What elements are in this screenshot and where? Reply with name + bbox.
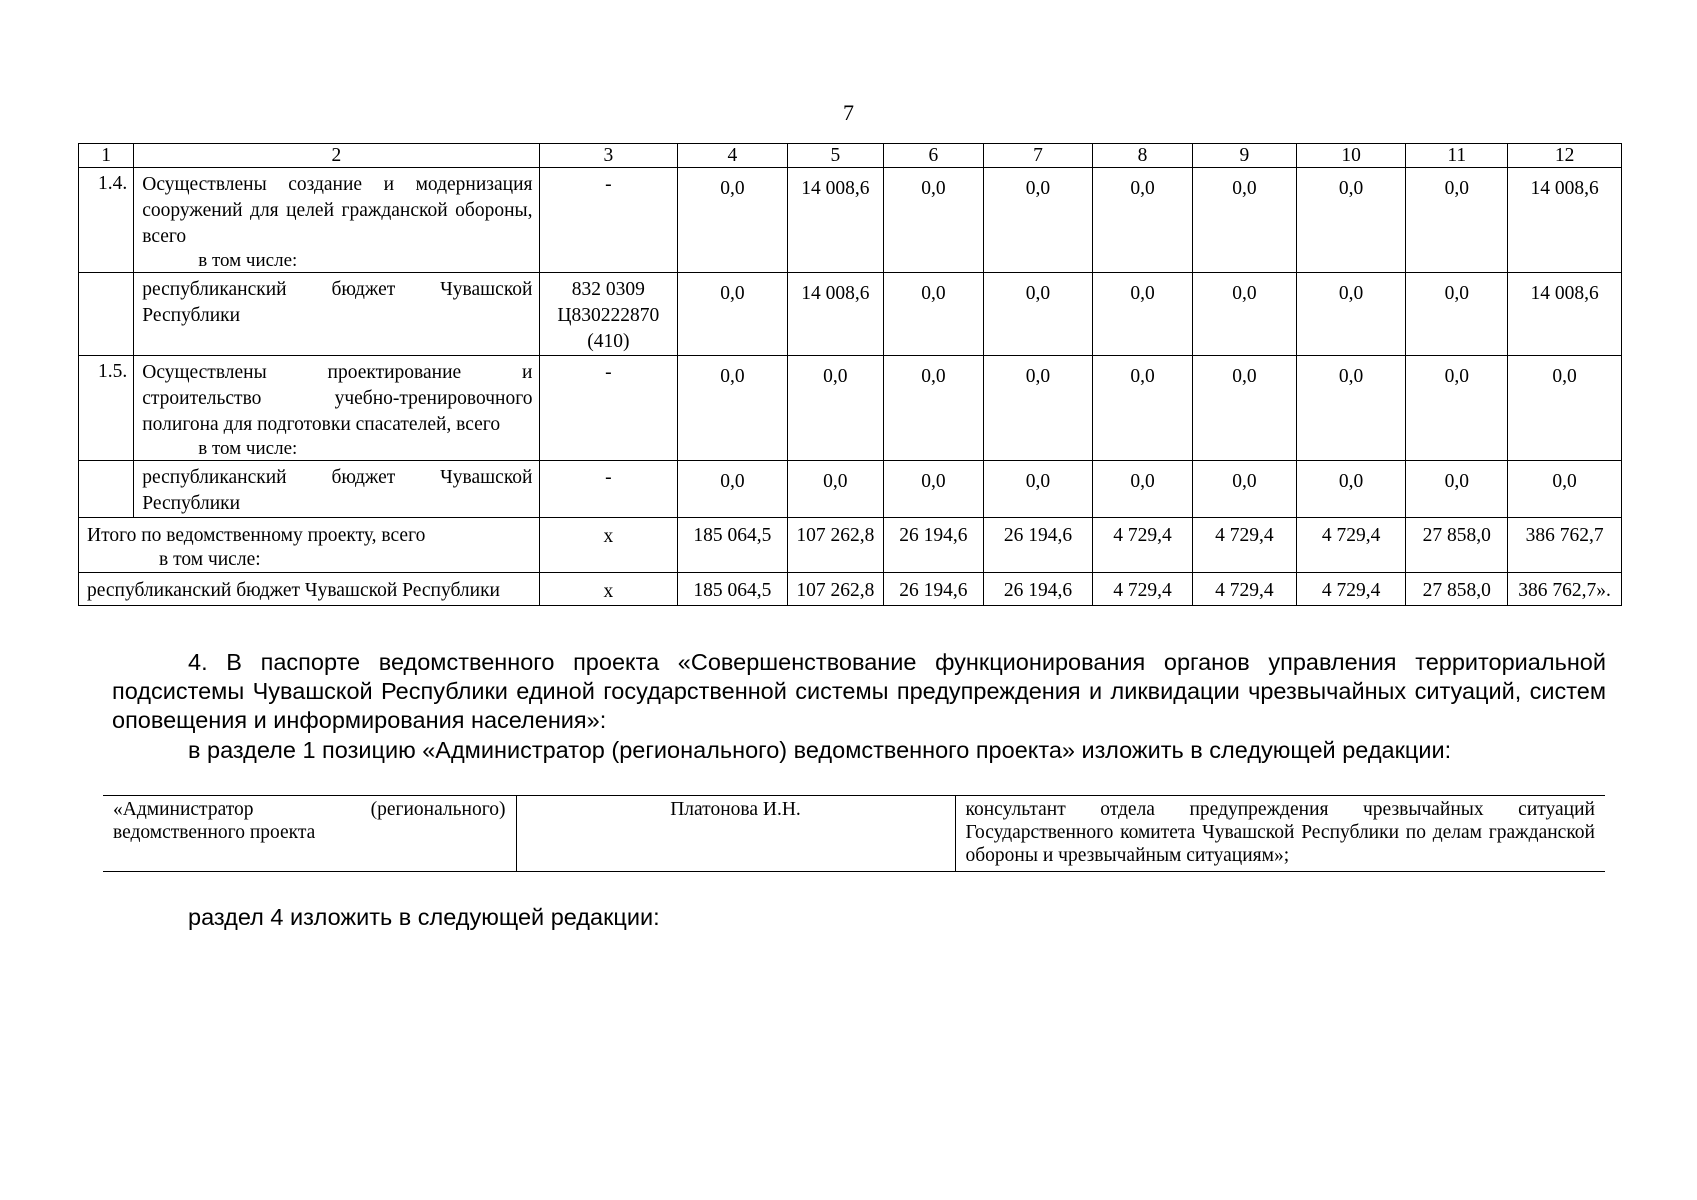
total-name-text: республиканский бюджет Чувашской Республики	[87, 580, 500, 601]
row-value-cell: 0,0	[1406, 356, 1508, 461]
row-number-cell: 1.4.	[79, 168, 134, 273]
header-cell: 7	[983, 144, 1092, 168]
paragraph-section-1-instruction: в разделе 1 позицию «Администратор (регионального) ведомственного проекта» изложить в следующей редакции:	[188, 737, 1452, 763]
row-name-cell	[134, 356, 539, 461]
total-row	[79, 518, 1622, 573]
row-name-cell	[134, 168, 539, 273]
row-value-cell: 0,0	[1406, 461, 1508, 518]
row-code-cell: -	[539, 356, 678, 461]
row-name-cell	[134, 461, 539, 518]
header-cell: 8	[1093, 144, 1193, 168]
total-value-cell: 4 729,4	[1192, 518, 1296, 573]
row-value-cell: 14 008,6	[1508, 168, 1622, 273]
row-value-cell: 0,0	[1093, 273, 1193, 356]
row-code-cell: -	[539, 168, 678, 273]
row-value-cell: 0,0	[1296, 356, 1405, 461]
row-number-cell	[79, 461, 134, 518]
total-value-cell: 26 194,6	[983, 518, 1092, 573]
total-value-cell: 386 762,7».	[1508, 573, 1622, 606]
row-name-text: республиканский бюджет Чувашской Республики	[142, 467, 533, 514]
total-value-cell: 107 262,8	[787, 518, 883, 573]
row-value-cell: 0,0	[1508, 461, 1622, 518]
row-value-cell: 0,0	[678, 273, 787, 356]
row-value-cell: 0,0	[1192, 273, 1296, 356]
row-number-cell: 1.5.	[79, 356, 134, 461]
total-value-cell: 26 194,6	[983, 573, 1092, 606]
row-value-cell: 0,0	[884, 273, 984, 356]
row-value-cell: 0,0	[1093, 168, 1193, 273]
row-value-cell: 0,0	[1406, 273, 1508, 356]
header-cell: 5	[787, 144, 883, 168]
table-row	[79, 461, 1622, 518]
row-value-cell: 0,0	[884, 168, 984, 273]
administrator-person-cell: Платонова И.Н.	[516, 796, 955, 872]
row-value-cell: 0,0	[1192, 168, 1296, 273]
row-name-text: Осуществлены проектирование и строительство учебно-тренировочного полигона для подготовки спасателей, всего	[142, 362, 533, 435]
row-value-cell: 0,0	[983, 356, 1092, 461]
administrator-row	[103, 796, 1605, 872]
table-row	[79, 356, 1622, 461]
total-value-cell: 27 858,0	[1406, 573, 1508, 606]
row-value-cell: 14 008,6	[787, 168, 883, 273]
row-value-cell: 0,0	[1296, 273, 1405, 356]
header-cell: 6	[884, 144, 984, 168]
row-name-sub: в том числе:	[198, 250, 298, 271]
header-cell: 9	[1192, 144, 1296, 168]
row-name-cell	[134, 273, 539, 356]
total-value-cell: 4 729,4	[1192, 573, 1296, 606]
total-name-cell	[79, 518, 540, 573]
row-value-cell: 14 008,6	[787, 273, 883, 356]
total-name-text: Итого по ведомственному проекту, всего	[87, 525, 426, 546]
total-value-cell: 4 729,4	[1093, 573, 1193, 606]
budget-table	[78, 143, 1622, 606]
row-value-cell: 0,0	[1296, 168, 1405, 273]
row-value-cell: 0,0	[787, 356, 883, 461]
page-number: 7	[843, 100, 854, 125]
row-value-cell: 0,0	[983, 168, 1092, 273]
row-code-cell: 832 0309 Ц830222870 (410)	[539, 273, 678, 356]
row-name-text: республиканский бюджет Чувашской Республики	[142, 279, 533, 326]
header-cell: 1	[79, 144, 134, 168]
total-value-cell: 4 729,4	[1093, 518, 1193, 573]
row-value-cell: 0,0	[983, 461, 1092, 518]
total-value-cell: 107 262,8	[787, 573, 883, 606]
row-value-cell: 14 008,6	[1508, 273, 1622, 356]
row-value-cell: 0,0	[1192, 356, 1296, 461]
total-value-cell: 4 729,4	[1296, 518, 1405, 573]
table-header-row	[79, 144, 1622, 168]
row-value-cell: 0,0	[678, 168, 787, 273]
total-value-cell: 4 729,4	[1296, 573, 1405, 606]
row-value-cell: 0,0	[884, 356, 984, 461]
total-value-cell: 185 064,5	[678, 573, 787, 606]
total-name-sub: в том числе:	[159, 549, 261, 570]
total-value-cell: 26 194,6	[884, 573, 984, 606]
table-row	[79, 273, 1622, 356]
row-value-cell: 0,0	[678, 461, 787, 518]
administrator-table	[103, 795, 1605, 872]
total-value-cell: 386 762,7	[1508, 518, 1622, 573]
paragraph-section-4-instruction: раздел 4 изложить в следующей редакции:	[188, 904, 660, 930]
total-value-cell: 26 194,6	[884, 518, 984, 573]
administrator-position-cell: консультант отдела предупреждения чрезвычайных ситуаций Государственного комитета Чувашской Республики по делам гражданской обороны и чрезвычайным ситуациям»;	[955, 796, 1605, 872]
header-cell: 10	[1296, 144, 1405, 168]
header-cell: 4	[678, 144, 787, 168]
row-number-cell	[79, 273, 134, 356]
row-value-cell: 0,0	[1192, 461, 1296, 518]
paragraph-item-4: 4. В паспорте ведомственного проекта «Совершенствование функционирования органов управления территориальной подсистемы Чувашской Республики единой государственной системы предупреждения и ликвидации чрезвычайных ситуаций, систем оповещения и информирования населения»:	[112, 649, 1606, 733]
total-value-cell: 27 858,0	[1406, 518, 1508, 573]
row-value-cell: 0,0	[1406, 168, 1508, 273]
row-value-cell: 0,0	[983, 273, 1092, 356]
row-value-cell: 0,0	[678, 356, 787, 461]
row-value-cell: 0,0	[1508, 356, 1622, 461]
header-cell: 2	[134, 144, 539, 168]
header-cell: 3	[539, 144, 678, 168]
total-code-cell: x	[539, 518, 678, 573]
table-row	[79, 168, 1622, 273]
total-name-cell	[79, 573, 540, 606]
header-cell: 11	[1406, 144, 1508, 168]
total-row	[79, 573, 1622, 606]
total-value-cell: 185 064,5	[678, 518, 787, 573]
administrator-role-cell: «Администратор (регионального) ведомственного проекта	[103, 796, 516, 872]
row-value-cell: 0,0	[1296, 461, 1405, 518]
row-value-cell: 0,0	[1093, 356, 1193, 461]
total-code-cell: x	[539, 573, 678, 606]
row-value-cell: 0,0	[884, 461, 984, 518]
header-cell: 12	[1508, 144, 1622, 168]
row-code-cell: -	[539, 461, 678, 518]
row-value-cell: 0,0	[787, 461, 883, 518]
row-name-text: Осуществлены создание и модернизация сооружений для целей гражданской обороны, всего	[142, 174, 533, 247]
row-value-cell: 0,0	[1093, 461, 1193, 518]
row-name-sub: в том числе:	[198, 438, 298, 459]
